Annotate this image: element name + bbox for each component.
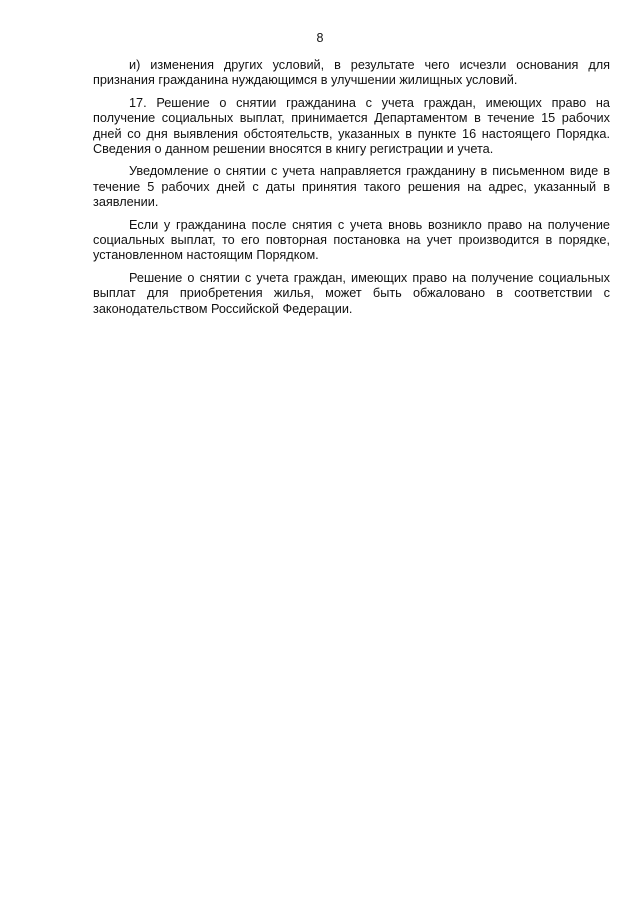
paragraph-reregistration: Если у гражданина после снятия с учета вновь возникло право на получение социальных выплат, то его повторная постановка на учет производится в порядке, установленном настоящим Порядком. [93, 217, 610, 263]
paragraph-17: 17. Решение о снятии гражданина с учета граждан, имеющих право на получение социальных выплат, принимается Департаментом в течение 15 рабочих дней со дня выявления обстоятельств, указанных в пункте 16 настоящего Порядка. Сведения о данном решении вносятся в книгу регистрации и учета. [93, 95, 610, 157]
paragraph-notification: Уведомление о снятии с учета направляется гражданину в письменном виде в течение 5 рабочих дней с даты принятия такого решения на адрес, указанный в заявлении. [93, 164, 610, 210]
document-body [93, 58, 610, 324]
page-number: 8 [316, 31, 324, 45]
paragraph-appeal: Решение о снятии с учета граждан, имеющих право на получение социальных выплат для приобретения жилья, может быть обжаловано в соответствии с законодательством Российской Федерации. [93, 270, 610, 316]
paragraph-item-i: и) изменения других условий, в результате чего исчезли основания для признания гражданина нуждающимся в улучшении жилищных условий. [93, 58, 610, 88]
